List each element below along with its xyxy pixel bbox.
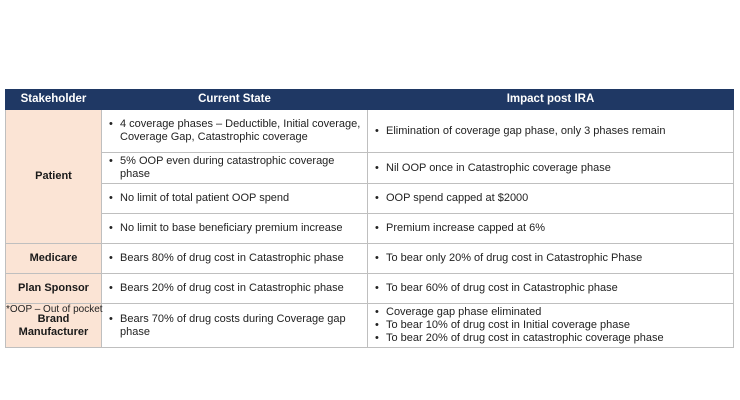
list-item: • To bear only 20% of drug cost in Catastrophic Phase	[374, 252, 727, 265]
current-state-list	[108, 222, 361, 235]
list-item: • To bear 10% of drug cost in Initial coverage phase	[374, 319, 727, 332]
table-row	[6, 214, 734, 244]
list-item: • Coverage gap phase eliminated	[374, 306, 727, 319]
stakeholder-cell-patient: Patient	[6, 110, 102, 244]
footnote: *OOP – Out of pocket	[6, 304, 103, 315]
stakeholder-cell-brand-manufacturer: Brand Manufacturer	[6, 304, 102, 348]
current-state-list	[108, 252, 361, 265]
impact-cell	[368, 244, 734, 274]
impact-cell	[368, 274, 734, 304]
table-row	[6, 184, 734, 214]
table-row	[6, 244, 734, 274]
impact-list	[374, 162, 727, 175]
table-row	[6, 110, 734, 153]
table-row	[6, 304, 734, 348]
list-item: • Bears 20% of drug cost in Catastrophic phase	[108, 282, 361, 295]
current-state-cell	[102, 304, 368, 348]
impact-list	[374, 222, 727, 235]
header-current-state: Current State	[102, 90, 368, 110]
stakeholder-cell-medicare: Medicare	[6, 244, 102, 274]
impact-list	[374, 282, 727, 295]
list-item: • Elimination of coverage gap phase, only 3 phases remain	[374, 125, 727, 138]
table-row	[6, 153, 734, 184]
impact-list	[374, 125, 727, 138]
impact-list	[374, 252, 727, 265]
list-item: • Bears 80% of drug cost in Catastrophic phase	[108, 252, 361, 265]
list-item: • To bear 60% of drug cost in Catastrophic phase	[374, 282, 727, 295]
current-state-list	[108, 282, 361, 295]
impact-cell	[368, 304, 734, 348]
header-stakeholder: Stakeholder	[6, 90, 102, 110]
current-state-cell	[102, 244, 368, 274]
header-impact-post-ira: Impact post IRA	[368, 90, 734, 110]
list-item: • 5% OOP even during catastrophic coverage phase	[108, 155, 361, 181]
current-state-cell	[102, 184, 368, 214]
current-state-list	[108, 192, 361, 205]
list-item: • To bear 20% of drug cost in catastrophic coverage phase	[374, 332, 727, 345]
impact-cell	[368, 184, 734, 214]
list-item: • Nil OOP once in Catastrophic coverage phase	[374, 162, 727, 175]
stakeholder-cell-plan-sponsor: Plan Sponsor	[6, 274, 102, 304]
current-state-cell	[102, 110, 368, 153]
list-item: • No limit of total patient OOP spend	[108, 192, 361, 205]
impact-cell	[368, 110, 734, 153]
current-state-list	[108, 118, 361, 144]
impact-cell	[368, 214, 734, 244]
current-state-list	[108, 313, 361, 339]
list-item: • Premium increase capped at 6%	[374, 222, 727, 235]
list-item: • Bears 70% of drug costs during Coverage gap phase	[108, 313, 361, 339]
list-item: • 4 coverage phases – Deductible, Initial coverage, Coverage Gap, Catastrophic coverage	[108, 118, 361, 144]
table-row	[6, 274, 734, 304]
current-state-cell	[102, 153, 368, 184]
list-item: • No limit to base beneficiary premium increase	[108, 222, 361, 235]
ira-impact-table	[5, 89, 734, 348]
current-state-cell	[102, 274, 368, 304]
ira-impact-table-container	[5, 89, 733, 348]
table-header-row	[6, 90, 734, 110]
impact-cell	[368, 153, 734, 184]
list-item: • OOP spend capped at $2000	[374, 192, 727, 205]
current-state-list	[108, 155, 361, 181]
impact-list	[374, 192, 727, 205]
current-state-cell	[102, 214, 368, 244]
impact-list	[374, 306, 727, 345]
